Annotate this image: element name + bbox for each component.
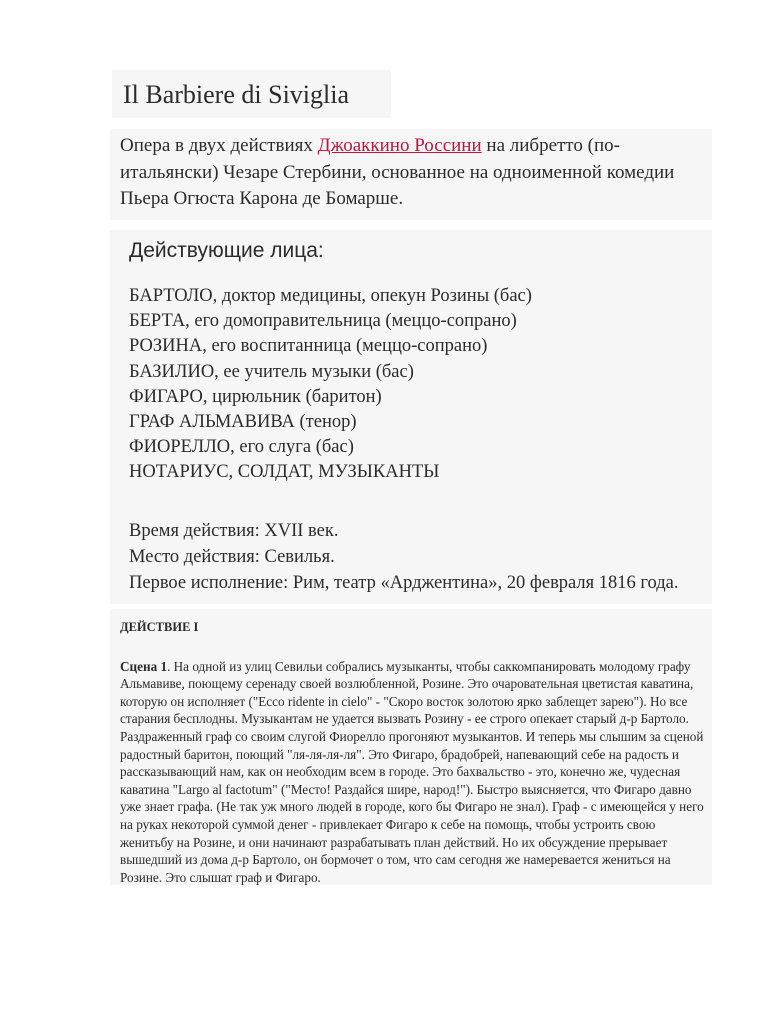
- title-block: [112, 70, 391, 118]
- intro-text-after: на либретто (по-итальянски) Чезаре Стербини, основанное на одноименной комедии Пьера Огюста Карона де Бомарше.: [120, 135, 675, 209]
- time-of-action: Время действия: XVII век.: [129, 520, 339, 541]
- cast-item: НОТАРИУС, СОЛДАТ, МУЗЫКАНТЫ: [129, 462, 440, 483]
- cast-item: БАЗИЛИО, ее учитель музыки (бас): [129, 361, 414, 382]
- cast-item: РОЗИНА, его воспитанница (меццо-сопрано): [129, 336, 488, 357]
- composer-link[interactable]: Джоаккино Россини: [317, 135, 482, 156]
- cast-item: ГРАФ АЛЬМАВИВА (тенор): [129, 412, 357, 433]
- scene-paragraph: [120, 658, 704, 887]
- scene-text: . На одной из улиц Севильи собрались музыканты, чтобы саккомпанировать молодому графу Альмавиве, поющему серенаду своей возлюбленной, Розине. Это очаровательная цветистая каватина, которую он исполняет ("Ecco ridente in cielo" - "Скоро восток золотою ярко заблещет зарею"). Но все старания бесплодны. Музыкантам не удается вызвать Розину - ее строго опекает старый д-р Бартоло. Раздраженный граф со своим слугой Фиорелло прогоняют музыкантов. И теперь мы слышим за сценой радостный баритон, поющий "ля-ля-ля-ля". Это Фигаро, брадобрей, напевающий себе на радость и рассказывающий нам, как он необходим всем в городе. Это бахвальство - это, конечно же, чудесная каватина "Largo al factotum" ("Место! Раздайся шире, народ!"). Быстро выясняется, что Фигаро давно уже знает графа. (Не так уж много людей в городе, кого бы Фигаро не знал). Граф - с имеющейся у него на руках некоторой суммой денег - привлекает Фигаро к себе на помощь, чтобы устроить свою женитьбу на Розине, и они начинают разрабатывать план действий. Но их обсуждение прерывает вышедший из дома д-р Бартоло, он бормочет о том, что сам сегодня же намеревается жениться на Розине. Это слышат граф и Фигаро.: [120, 658, 704, 885]
- cast-item: ФИОРЕЛЛО, его слуга (бас): [129, 437, 354, 458]
- intro-paragraph: [110, 129, 712, 220]
- cast-item: ФИГАРО, цирюльник (баритон): [129, 386, 382, 407]
- cast-heading: Действующие лица:: [129, 239, 324, 262]
- cast-section: [110, 230, 712, 604]
- cast-item: БАРТОЛО, доктор медицины, опекун Розины (бас): [129, 286, 532, 306]
- place-of-action: Место действия: Севилья.: [129, 546, 335, 567]
- page-title: Il Barbiere di Siviglia: [123, 80, 350, 109]
- act-section: [110, 609, 712, 885]
- cast-item: БЕРТА, его домоправительница (меццо-сопрано): [129, 311, 517, 332]
- premiere-info: Первое исполнение: Рим, театр «Арджентина», 20 февраля 1816 года.: [129, 572, 679, 593]
- intro-text-before: Опера в двух действиях: [120, 135, 318, 156]
- act-title: ДЕЙСТВИЕ I: [120, 620, 199, 634]
- scene-label: Сцена 1: [120, 658, 168, 674]
- performance-info: [129, 518, 704, 596]
- cast-list: [129, 284, 704, 486]
